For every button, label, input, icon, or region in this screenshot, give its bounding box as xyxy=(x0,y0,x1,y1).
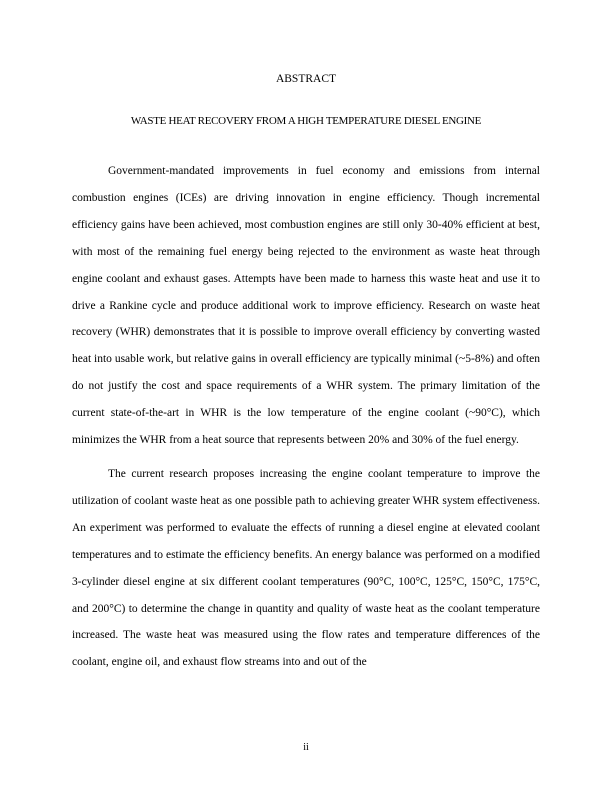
abstract-heading: ABSTRACT xyxy=(275,73,337,85)
thesis-title: WASTE HEAT RECOVERY FROM A HIGH TEMPERATURE DIESEL ENGINE xyxy=(130,115,482,127)
abstract-paragraph-2: The current research proposes increasing the engine coolant temperature to improve the utilization of coolant waste heat as one possible path to achieving greater WHR system effectiveness. An experiment was performed to evaluate the effects of running a diesel engine at elevated coolant temperatures and to estimate the efficiency benefits. An energy balance was performed on a modified 3-cylinder diesel engine at six different coolant temperatures (90°C, 100°C, 125°C, 150°C, 175°C, and 200°C) to determine the change in quantity and quality of waste heat as the coolant temperature increased. The waste heat was measured using the flow rates and temperature differences of the coolant, engine oil, and exhaust flow streams into and out of the xyxy=(72,467,540,669)
abstract-paragraph-1: Government-mandated improvements in fuel economy and emissions from internal combustion engines (ICEs) are driving innovation in engine efficiency. Though incremental efficiency gains have been achieved, most combustion engines are still only 30-40% efficient at best, with most of the remaining fuel energy being rejected to the environment as waste heat through engine coolant and exhaust gases. Attempts have been made to harness this waste heat and use it to drive a Rankine cycle and produce additional work to improve efficiency. Research on waste heat recovery (WHR) demonstrates that it is possible to improve overall efficiency by converting wasted heat into usable work, but relative gains in overall efficiency are typically minimal (~5-8%) and often do not justify the cost and space requirements of a WHR system. The primary limitation of the current state-of-the-art in WHR is the low temperature of the engine coolant (~90°C), which minimizes the WHR from a heat source that represents between 20% and 30% of the fuel energy. xyxy=(72,165,540,447)
page-number: ii xyxy=(303,742,309,753)
abstract-body xyxy=(72,158,540,676)
